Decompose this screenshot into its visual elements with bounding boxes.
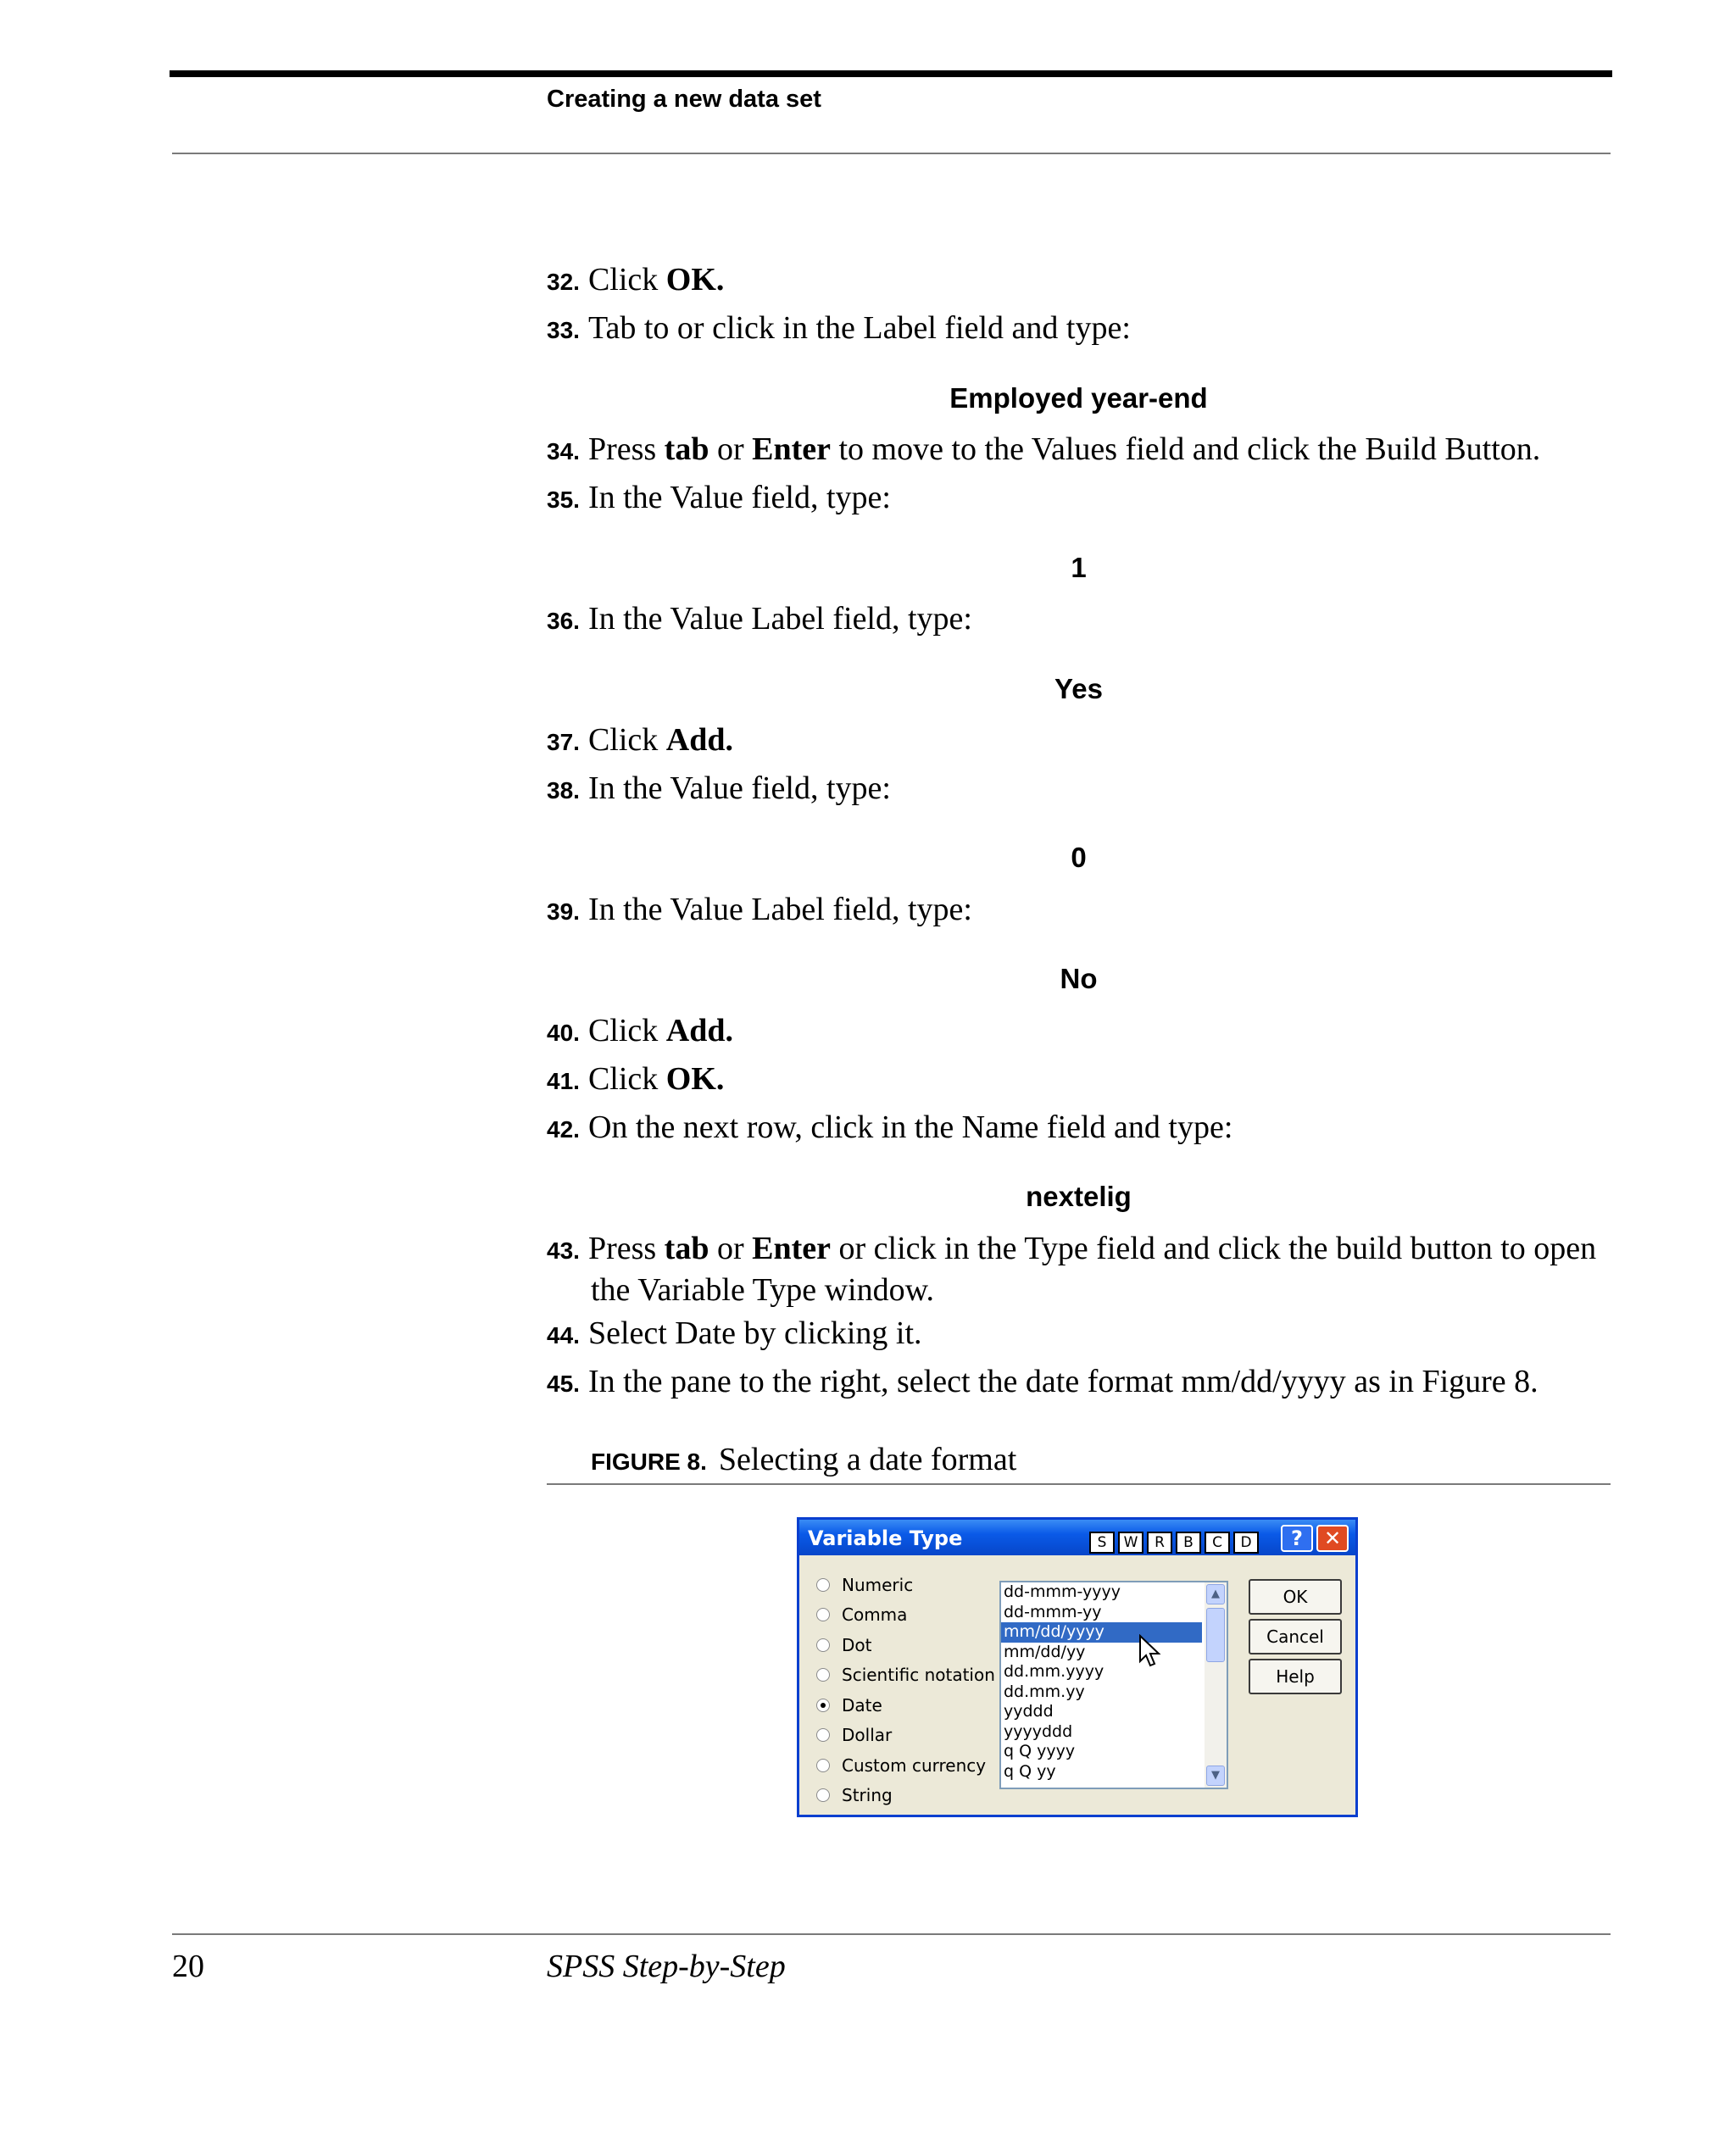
mouse-cursor-icon bbox=[1138, 1634, 1162, 1668]
step-34: 34. Press tab or Enter to move to the Values field and click the Build Button. bbox=[547, 431, 1541, 467]
running-header: Creating a new data set bbox=[547, 86, 821, 113]
header-rule bbox=[170, 70, 1612, 77]
radio-string[interactable]: String bbox=[816, 1782, 893, 1808]
help-icon[interactable]: ? bbox=[1281, 1525, 1313, 1552]
list-item[interactable]: dd.mm.yyyy bbox=[1004, 1662, 1104, 1681]
toolbar-button-s[interactable]: S bbox=[1089, 1532, 1115, 1554]
step-43: 43. Press tab or Enter or click in the Type field and click the build button to open the Variable Type window. bbox=[547, 1231, 1597, 1308]
footer-divider bbox=[172, 1933, 1611, 1935]
help-button[interactable]: Help bbox=[1249, 1659, 1342, 1694]
radio-circle-icon[interactable] bbox=[816, 1608, 830, 1621]
list-item[interactable]: dd-mmm-yy bbox=[1004, 1602, 1102, 1621]
variable-type-dialog bbox=[797, 1517, 1358, 1817]
toolbar-button-w[interactable]: W bbox=[1118, 1532, 1143, 1554]
radio-checked-icon[interactable] bbox=[816, 1699, 830, 1712]
list-item[interactable]: mm/dd/yy bbox=[1004, 1642, 1086, 1661]
header-divider bbox=[172, 153, 1611, 154]
radio-scientific-notation[interactable]: Scientific notation bbox=[816, 1662, 995, 1688]
step-36: 36. In the Value Label field, type: bbox=[547, 601, 972, 637]
step-39: 39. In the Value Label field, type: bbox=[547, 892, 972, 927]
radio-circle-icon[interactable] bbox=[816, 1788, 830, 1802]
toolbar-button-c[interactable]: C bbox=[1205, 1532, 1230, 1554]
list-item[interactable]: q Q yyyy bbox=[1004, 1742, 1076, 1760]
radio-circle-icon[interactable] bbox=[816, 1728, 830, 1742]
list-item[interactable]: dd.mm.yy bbox=[1004, 1682, 1085, 1701]
radio-circle-icon[interactable] bbox=[816, 1578, 830, 1592]
figure-caption: FIGURE 8. Selecting a date format bbox=[591, 1442, 1017, 1477]
typed-value-nextelig: nextelig bbox=[1026, 1181, 1132, 1212]
ok-button[interactable]: OK bbox=[1249, 1579, 1342, 1615]
date-format-list[interactable] bbox=[999, 1581, 1228, 1789]
step-45: 45. In the pane to the right, select the date format mm/dd/yyyy as in Figure 8. bbox=[547, 1364, 1538, 1399]
list-item[interactable]: q Q yy bbox=[1004, 1761, 1056, 1781]
step-42: 42. On the next row, click in the Name field and type: bbox=[547, 1109, 1233, 1145]
step-40: 40. Click Add. bbox=[547, 1013, 733, 1048]
list-item[interactable]: dd-mmm-yyyy bbox=[1004, 1582, 1121, 1601]
radio-dollar[interactable]: Dollar bbox=[816, 1722, 892, 1748]
radio-custom-currency[interactable]: Custom currency bbox=[816, 1753, 986, 1778]
step-33: 33. Tab to or click in the Label field and type: bbox=[547, 310, 1131, 346]
typed-value-no: No bbox=[1060, 963, 1098, 994]
radio-circle-icon[interactable] bbox=[816, 1668, 830, 1682]
list-scrollbar[interactable] bbox=[1205, 1582, 1227, 1788]
typed-value-1: 1 bbox=[1071, 552, 1087, 583]
close-icon[interactable]: ✕ bbox=[1316, 1525, 1349, 1552]
book-title: SPSS Step-by-Step bbox=[547, 1949, 786, 1984]
typed-value-yes: Yes bbox=[1054, 673, 1103, 704]
scroll-down-icon[interactable]: ▼ bbox=[1206, 1766, 1225, 1786]
list-item[interactable]: yyddd bbox=[1004, 1702, 1054, 1721]
radio-date[interactable]: Date bbox=[816, 1693, 882, 1718]
radio-comma[interactable]: Comma bbox=[816, 1602, 907, 1627]
step-37: 37. Click Add. bbox=[547, 722, 733, 758]
cancel-button[interactable]: Cancel bbox=[1249, 1619, 1342, 1654]
typed-value-label: Employed year-end bbox=[949, 382, 1208, 414]
scroll-up-icon[interactable]: ▲ bbox=[1206, 1584, 1225, 1604]
toolbar-button-d[interactable]: D bbox=[1233, 1532, 1259, 1554]
dialog-titlebar bbox=[799, 1520, 1355, 1555]
list-item-selected[interactable]: mm/dd/yyyy bbox=[1001, 1622, 1202, 1643]
step-44: 44. Select Date by clicking it. bbox=[547, 1315, 922, 1351]
dialog-title: Variable Type bbox=[808, 1527, 963, 1550]
scroll-thumb[interactable] bbox=[1206, 1608, 1225, 1662]
toolbar-button-b[interactable]: B bbox=[1176, 1532, 1201, 1554]
typed-value-0: 0 bbox=[1071, 842, 1087, 873]
step-41: 41. Click OK. bbox=[547, 1061, 725, 1097]
toolbar-button-r[interactable]: R bbox=[1147, 1532, 1172, 1554]
list-item[interactable]: yyyyddd bbox=[1004, 1721, 1073, 1741]
figure-divider bbox=[547, 1483, 1611, 1485]
radio-circle-icon[interactable] bbox=[816, 1759, 830, 1772]
step-35: 35. In the Value field, type: bbox=[547, 480, 891, 515]
step-32: 32. Click OK. bbox=[547, 262, 725, 298]
radio-dot[interactable]: Dot bbox=[816, 1632, 871, 1658]
radio-numeric[interactable]: Numeric bbox=[816, 1572, 913, 1598]
step-38: 38. In the Value field, type: bbox=[547, 770, 891, 806]
page-number: 20 bbox=[172, 1949, 204, 1984]
radio-circle-icon[interactable] bbox=[816, 1638, 830, 1652]
